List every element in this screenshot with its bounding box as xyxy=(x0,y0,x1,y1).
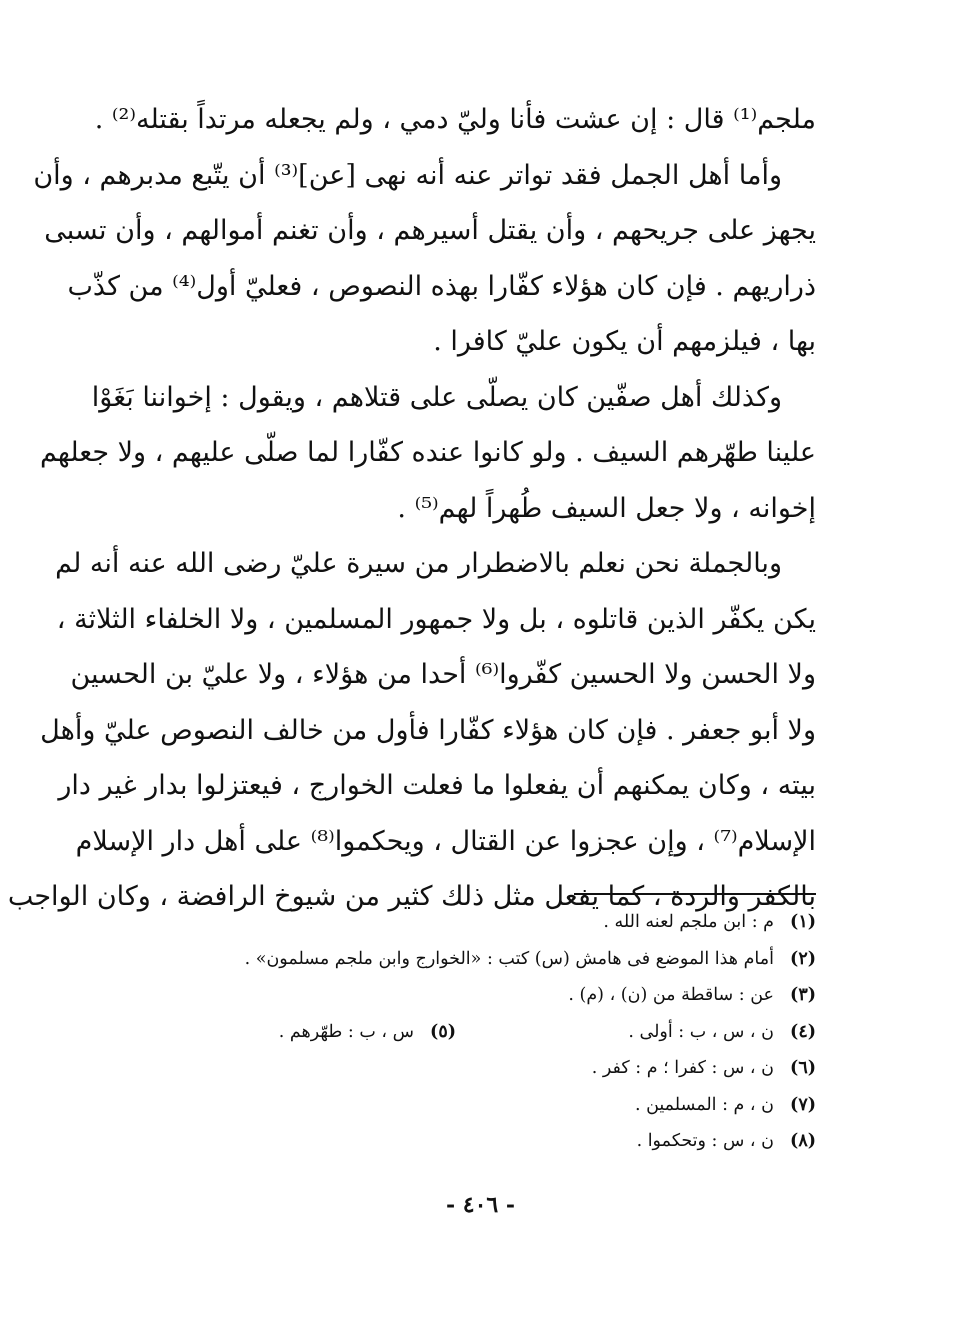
paragraph-3 xyxy=(39,370,816,537)
footnote-text: ن ، س : كفرا ؛ م : كفر . xyxy=(591,1058,774,1078)
footnote-text: أمام هذا الموضع فى هامش (س) كتب : «الخوارج وابن ملجم مسلمون» . xyxy=(244,948,774,969)
text-line: ذراريهم . فإن كان هؤلاء كفّارا بهذه النصوص ، فعليّ أول⁽⁴⁾ من كذّب xyxy=(67,270,816,302)
text-line: ولا أبو جعفر . فإن كان هؤلاء كفّارا فأول من خالف النصوص عليّ وأهل xyxy=(40,714,816,746)
page-number: - ٤٠٦ - xyxy=(445,1192,516,1218)
footnote-1 xyxy=(150,904,816,941)
footnote-number: (٥) xyxy=(430,1021,456,1042)
paragraph-2 xyxy=(33,148,816,370)
paragraph-4 xyxy=(7,536,816,925)
footnote-number: (٨) xyxy=(790,1131,816,1151)
paragraph-1 xyxy=(94,92,816,148)
text-line: وكذلك أهل صفّين كان يصلّى على قتلاهم ، ويقول : إخواننا بَغَوْا xyxy=(91,381,782,413)
footnote-text: س ، ب : طهّرهم . xyxy=(278,1021,414,1042)
main-text xyxy=(7,92,816,925)
footnote-number: (٤) xyxy=(790,1021,816,1042)
footnote-divider xyxy=(574,893,816,895)
text-line: يكن يكفّر الذين قاتلوه ، بل ولا جمهور المسلمين ، ولا الخلفاء الثلاثة ، xyxy=(56,603,816,635)
footnote-4 xyxy=(150,1014,816,1051)
text-line: بيته ، وكان يمكنهم أن يفعلوا ما فعلت الخوارج ، فيعتزلوا بدار غير دار xyxy=(58,770,816,801)
text-line: بالكفر والردة ، كما يفعل مثل ذلك كثير من شيوخ الرافضة ، وكان الواجب xyxy=(7,881,816,912)
text-line: إخوانه ، ولا جعل السيف طُهراً لهم⁽⁵⁾ . xyxy=(397,492,816,524)
footnote-number: (٢) xyxy=(790,948,816,969)
text-line: وأما أهل الجمل فقد تواتر عنه أنه نهى [عن]⁽³⁾ أن يتّبع مدبرهم ، وأن xyxy=(33,159,782,191)
text-line: علينا طهّرهم السيف . ولو كانوا عنده كفّارا لما صلّى عليهم ، ولا جعلهم xyxy=(39,437,816,468)
text-line: وبالجملة نحن نعلم بالاضطرار من سيرة عليّ رضى الله عنه أنه لم xyxy=(55,548,782,579)
footnote-5 xyxy=(279,1014,456,1051)
footnote-text: ن ، س : وتحكموا . xyxy=(636,1131,774,1151)
footnote-number: (٧) xyxy=(790,1094,816,1115)
footnote-2 xyxy=(150,941,816,978)
text-line: الإسلام⁽⁷⁾ ، وإن عجزوا عن القتال ، ويحكموا⁽⁸⁾ على أهل دار الإسلام xyxy=(75,825,816,857)
footnotes xyxy=(150,904,816,1160)
footnote-text: ن ، س ، ب : أولى . xyxy=(628,1021,774,1042)
footnote-8 xyxy=(150,1123,816,1160)
footnote-number: (٦) xyxy=(790,1058,816,1078)
footnote-text: ن ، م : المسلمين . xyxy=(634,1094,774,1115)
footnote-text: عن : ساقطة من (ن) ، (م) . xyxy=(568,985,774,1005)
text-line: يجهز على جريحهم ، وأن يقتل أسيرهم ، وأن تغنم أموالهم ، وأن تسبى xyxy=(44,215,816,246)
footnote-number: (٣) xyxy=(790,985,816,1005)
footnote-text: م : ابن ملجم لعنه الله . xyxy=(603,912,774,932)
footnote-6 xyxy=(150,1050,816,1087)
text-line: ولا الحسن ولا الحسين كفّروا⁽⁶⁾ أحدا من هؤلاء ، ولا عليّ بن الحسين xyxy=(70,659,816,690)
footnote-7 xyxy=(150,1087,816,1124)
footnote-number: (١) xyxy=(790,912,816,932)
text-line: ملجم⁽¹⁾ قال : إن عشت فأنا وليّ دمي ، ولم يجعله مرتداً بقتله⁽²⁾ . xyxy=(94,104,816,135)
text-line: بها ، فيلزمهم أن يكون عليّ كافرا . xyxy=(433,326,816,357)
footnote-3 xyxy=(150,977,816,1014)
